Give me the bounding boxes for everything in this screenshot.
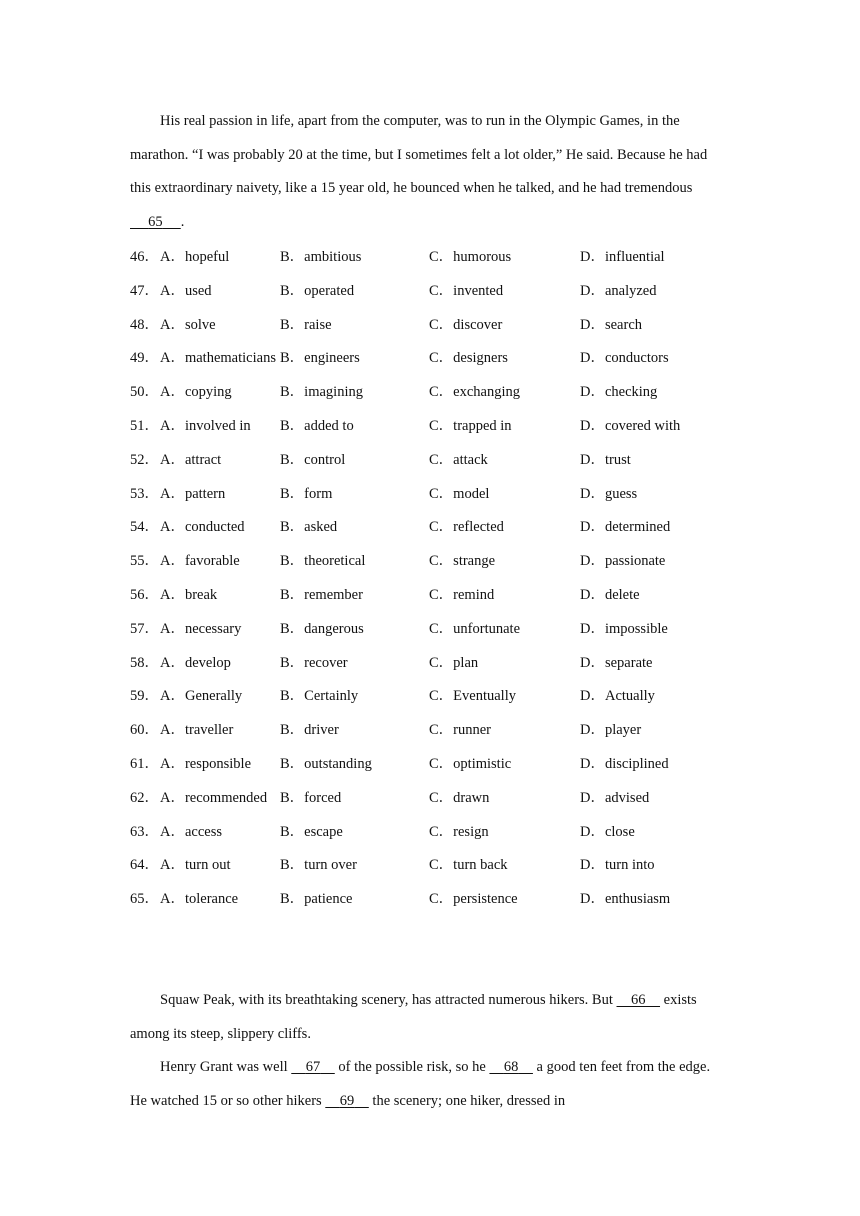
option-b: B．engineers <box>280 350 360 367</box>
option-b: B．control <box>280 451 346 468</box>
option-b: B．asked <box>280 519 338 536</box>
option-b: B．operated <box>280 282 355 299</box>
passage-text: exists among its steep, slippery cliffs. <box>130 992 697 1042</box>
option-c: C．strange <box>429 553 496 570</box>
question-number: 57． <box>130 620 159 637</box>
option-c: C．Eventually <box>429 688 516 705</box>
option-d: D．guess <box>580 485 638 502</box>
question-row <box>130 787 730 809</box>
option-b: B．driver <box>280 722 339 739</box>
question-row <box>130 685 730 707</box>
option-a: A．copying <box>160 384 232 401</box>
option-d: D．impossible <box>580 620 668 637</box>
option-b: B．added to <box>280 418 354 434</box>
option-d: D．separate <box>580 654 653 671</box>
blank-67 <box>291 1059 335 1075</box>
option-b: B．recover <box>280 654 348 671</box>
option-d: D．close <box>580 823 635 840</box>
passage-paragraph-1 <box>130 105 720 239</box>
option-a: A．recommended <box>160 789 268 806</box>
option-b: B．outstanding <box>280 756 372 772</box>
question-row <box>130 821 730 843</box>
option-a: A．necessary <box>160 620 242 637</box>
question-row <box>130 719 730 741</box>
option-a: A．solve <box>160 316 216 333</box>
question-row <box>130 652 730 674</box>
blank-65 <box>130 214 181 230</box>
option-a: A．involved in <box>160 418 251 434</box>
option-c: C．drawn <box>429 789 490 806</box>
option-c: C．turn back <box>429 857 508 874</box>
passage-text: Henry Grant was well <box>160 1059 288 1075</box>
blank-68 <box>489 1059 533 1075</box>
option-a: A．tolerance <box>160 891 239 908</box>
question-number: 49． <box>130 350 159 367</box>
blank-number: 69 <box>339 1092 355 1109</box>
option-b: B．ambitious <box>280 249 362 265</box>
question-row <box>130 415 730 437</box>
option-c: C．trapped in <box>429 418 512 434</box>
option-c: C．unfortunate <box>429 620 521 637</box>
blank-number: 66 <box>631 992 646 1008</box>
blank-number: 67 <box>305 1059 321 1075</box>
option-d: D．analyzed <box>580 282 657 299</box>
option-a: A．hopeful <box>160 249 230 265</box>
blank-number: 68 <box>503 1059 519 1075</box>
option-d: D．advised <box>580 789 650 806</box>
option-d: D．Actually <box>580 688 655 705</box>
option-d: D．covered with <box>580 418 681 434</box>
option-b: B．raise <box>280 316 332 333</box>
passage-paragraph-3 <box>130 1051 720 1118</box>
question-number: 60． <box>130 722 159 739</box>
option-c: C．resign <box>429 823 489 840</box>
option-d: D．passionate <box>580 553 666 570</box>
option-d: D．turn into <box>580 857 655 874</box>
passage-text: of the possible risk, so he <box>338 1059 486 1075</box>
passage-text: the scenery; one hiker, dressed in <box>372 1092 566 1109</box>
option-b: B．imagining <box>280 384 363 401</box>
question-number: 47． <box>130 282 159 299</box>
option-c: C．reflected <box>429 519 504 536</box>
option-c: C．exchanging <box>429 384 521 401</box>
option-b: B．Certainly <box>280 688 359 705</box>
option-d: D．checking <box>580 384 658 401</box>
option-d: D．conductors <box>580 350 669 367</box>
question-number: 53． <box>130 485 159 502</box>
option-b: B．theoretical <box>280 553 366 570</box>
question-number: 56． <box>130 587 159 603</box>
question-number: 46． <box>130 249 159 265</box>
option-d: D．determined <box>580 519 671 536</box>
question-row <box>130 584 730 606</box>
option-d: D．trust <box>580 451 631 468</box>
option-c: C．discover <box>429 316 503 333</box>
question-number: 64． <box>130 857 159 874</box>
question-row <box>130 483 730 505</box>
option-b: B．dangerous <box>280 620 364 637</box>
option-a: A．favorable <box>160 553 240 570</box>
passage-paragraph-2 <box>130 984 720 1051</box>
question-number: 55． <box>130 553 159 570</box>
passage-text: His real passion in life, apart from the computer, was to run in the Olympic Games, in the marathon. “I was probably 20 at the time, but I sometimes felt a lot older,” He said. Because he had this extraordinary naivety, like a 15 year old, he bounced when he talked, and he had tremendous <box>130 113 708 197</box>
blank-66 <box>617 992 661 1008</box>
question-number: 48． <box>130 316 159 333</box>
option-c: C．persistence <box>429 891 518 908</box>
option-b: B．form <box>280 485 333 502</box>
option-d: D．player <box>580 722 642 739</box>
option-c: C．remind <box>429 587 495 603</box>
option-d: D．delete <box>580 587 640 603</box>
question-number: 51． <box>130 418 159 434</box>
blank-69 <box>325 1093 369 1109</box>
option-b: B．forced <box>280 789 342 806</box>
option-a: A．Generally <box>160 688 243 705</box>
option-c: C．designers <box>429 350 508 367</box>
option-c: C．model <box>429 485 490 502</box>
question-row <box>130 618 730 640</box>
question-number: 62． <box>130 789 159 806</box>
option-c: C．attack <box>429 451 488 468</box>
question-number: 50． <box>130 384 159 401</box>
option-b: B．escape <box>280 823 343 840</box>
question-row <box>130 550 730 572</box>
passage-text: a good ten feet from the edge. He watched 15 or so other hikers <box>130 1059 711 1109</box>
option-d: D．search <box>580 316 643 333</box>
question-row <box>130 381 730 403</box>
option-a: A．traveller <box>160 722 234 739</box>
option-b: B．remember <box>280 587 363 603</box>
option-b: B．turn over <box>280 857 357 874</box>
option-d: D．influential <box>580 249 665 265</box>
option-a: A．pattern <box>160 485 226 502</box>
question-row <box>130 449 730 471</box>
option-c: C．optimistic <box>429 756 512 772</box>
option-c: C．invented <box>429 282 504 299</box>
question-row <box>130 854 730 876</box>
option-a: A．attract <box>160 451 222 468</box>
option-d: D．enthusiasm <box>580 891 671 908</box>
option-a: A．used <box>160 282 212 299</box>
option-a: A．develop <box>160 654 231 671</box>
question-number: 63． <box>130 823 159 840</box>
option-b: B．patience <box>280 891 353 908</box>
question-number: 59． <box>130 688 159 705</box>
question-row <box>130 347 730 369</box>
question-number: 61． <box>130 756 159 772</box>
question-row <box>130 314 730 336</box>
option-a: A．mathematicians <box>160 350 276 367</box>
question-row <box>130 753 730 775</box>
option-d: D．disciplined <box>580 756 669 772</box>
question-row <box>130 516 730 538</box>
option-a: A．responsible <box>160 756 252 772</box>
option-a: A．access <box>160 823 223 840</box>
option-a: A．turn out <box>160 857 231 874</box>
option-a: A．break <box>160 587 218 603</box>
question-number: 52． <box>130 451 159 468</box>
question-number: 54． <box>130 519 159 536</box>
passage-text: Squaw Peak, with its breathtaking scenery, has attracted numerous hikers. But <box>160 992 613 1008</box>
question-row <box>130 280 730 302</box>
question-number: 65． <box>130 891 159 908</box>
passage-text: . <box>180 213 185 230</box>
option-a: A．conducted <box>160 519 245 536</box>
question-row <box>130 888 730 910</box>
question-number: 58． <box>130 654 159 671</box>
question-row <box>130 246 730 268</box>
option-c: C．plan <box>429 654 479 671</box>
option-c: C．humorous <box>429 249 512 265</box>
option-c: C．runner <box>429 722 492 739</box>
blank-number: 65 <box>148 213 163 230</box>
